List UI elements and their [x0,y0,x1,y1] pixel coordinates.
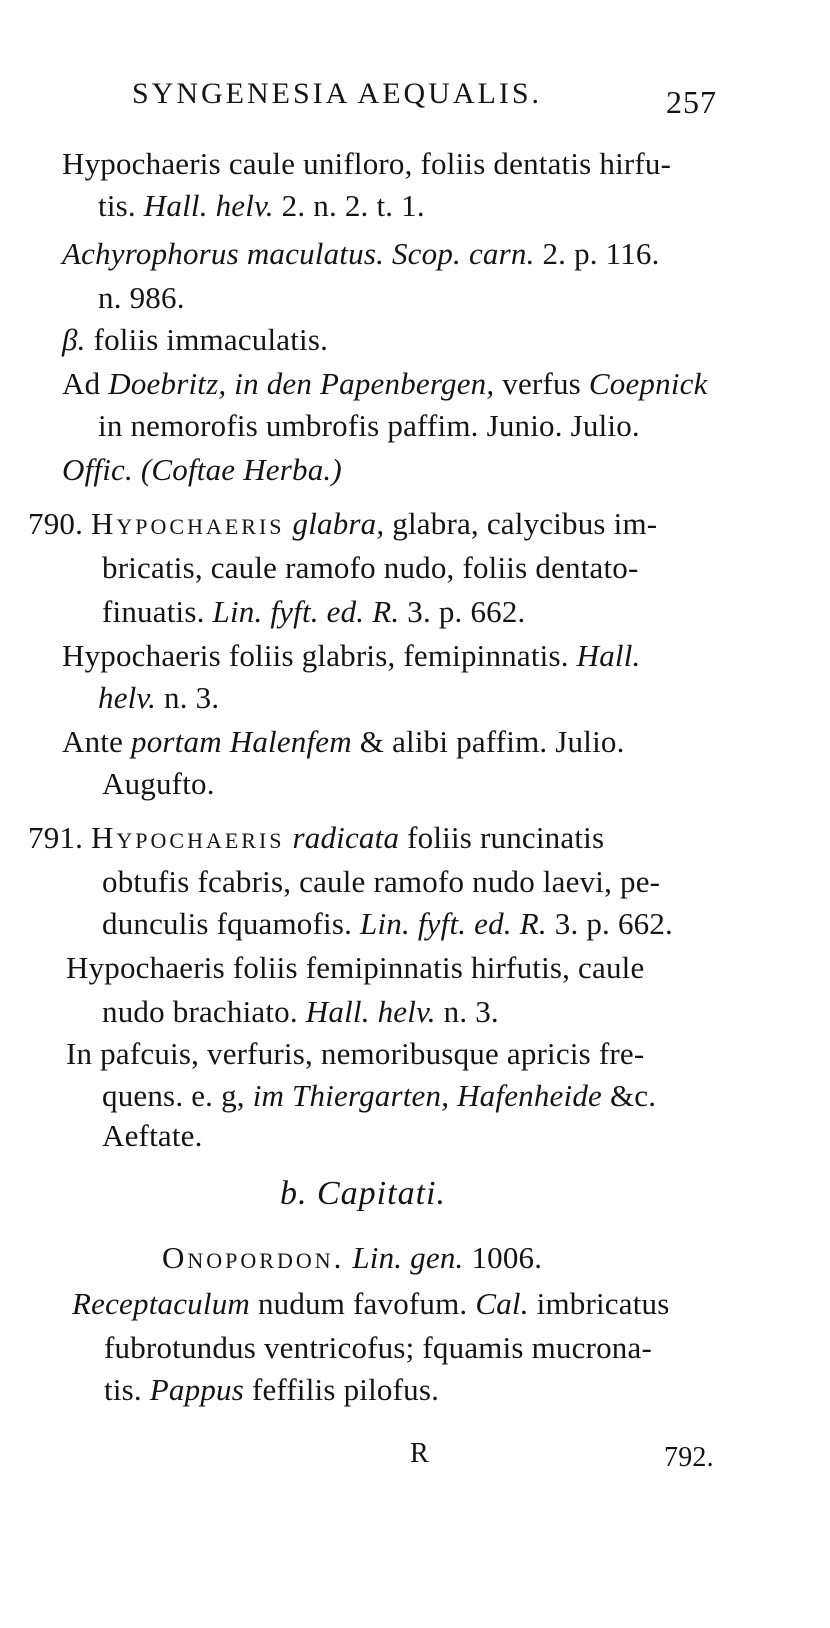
signature-mark: R [410,1438,429,1469]
genus-onopordon-heading: Onopordon. Lin. gen. 1006. [162,1240,543,1275]
genus-onopordon-line-3: tis. Pappus feffilis pilofus. [104,1372,440,1407]
entry-prev-line-8: Offic. (Coftae Herba.) [62,452,342,487]
entry-prev-line-2: tis. Hall. helv. 2. n. 2. t. 1. [98,188,425,223]
entry-790-line-7: Augufto. [102,766,215,801]
running-title: SYNGENESIA AEQUALIS. [132,77,543,110]
entry-prev-line-4: n. 986. [98,280,185,315]
entry-791-line-7: quens. e. g, im Thiergarten, Hafenheide &c. [102,1078,657,1113]
entry-791-line-2: obtufis fcabris, caule ramofo nudo laevi, pe- [102,864,661,899]
entry-790-line-2: bricatis, caule ramofo nudo, foliis dentato- [102,550,639,585]
entry-790-line-6: Ante portam Halenfem & alibi paffim. Julio. [62,724,625,759]
entry-791-number: 791. [28,820,84,855]
entry-790-line-3: finuatis. Lin. fyft. ed. R. 3. p. 662. [102,594,526,629]
entry-790-line-5: helv. n. 3. [98,680,220,715]
section-heading: b. Capitati. [280,1175,446,1212]
entry-791-species: radicata [292,820,400,855]
entry-790-line-4: Hypochaeris foliis glabris, femipinnatis. Hall. [62,638,641,673]
entry-791-line-8: Aeftate. [102,1118,203,1153]
entry-791-line-4: Hypochaeris foliis femipinnatis hirfutis, caule [66,950,645,985]
entry-prev-line-7: in nemorofis umbrofis paffim. Junio. Julio. [98,408,640,443]
entry-791-genus: Hypochaeris [91,820,285,855]
genus-onopordon-line-2: fubrotundus ventricofus; fquamis mucrona- [104,1330,652,1365]
genus-name: Onopordon. [162,1240,345,1275]
entry-790-line-1: 790. Hypochaeris glabra, glabra, calycibus im- [28,506,658,541]
entry-prev-line-6: Ad Doebritz, in den Papenbergen, verfus Coepnick [62,366,708,401]
entry-prev-line-1: Hypochaeris caule unifloro, foliis dentatis hirfu- [62,146,672,181]
entry-791-line-6: In pafcuis, verfuris, nemoribusque apricis fre- [66,1036,645,1071]
genus-onopordon-line-1: Receptaculum nudum favofum. Cal. imbricatus [72,1286,670,1321]
entry-791-line-3: dunculis fquamofis. Lin. fyft. ed. R. 3. p. 662. [102,906,673,941]
entry-790-number: 790. [28,506,84,541]
entry-790-species: glabra, [292,506,385,541]
entry-790-genus: Hypochaeris [91,506,285,541]
page-number: 257 [666,84,717,120]
entry-prev-line-3: Achyrophorus maculatus. Scop. carn. 2. p. 116. [62,236,660,271]
entry-791-line-1: 791. Hypochaeris radicata foliis runcinatis [28,820,605,855]
entry-prev-line-5: β. foliis immaculatis. [62,322,329,357]
entry-791-line-5: nudo brachiato. Hall. helv. n. 3. [102,994,499,1029]
catchword: 792. [664,1442,714,1473]
